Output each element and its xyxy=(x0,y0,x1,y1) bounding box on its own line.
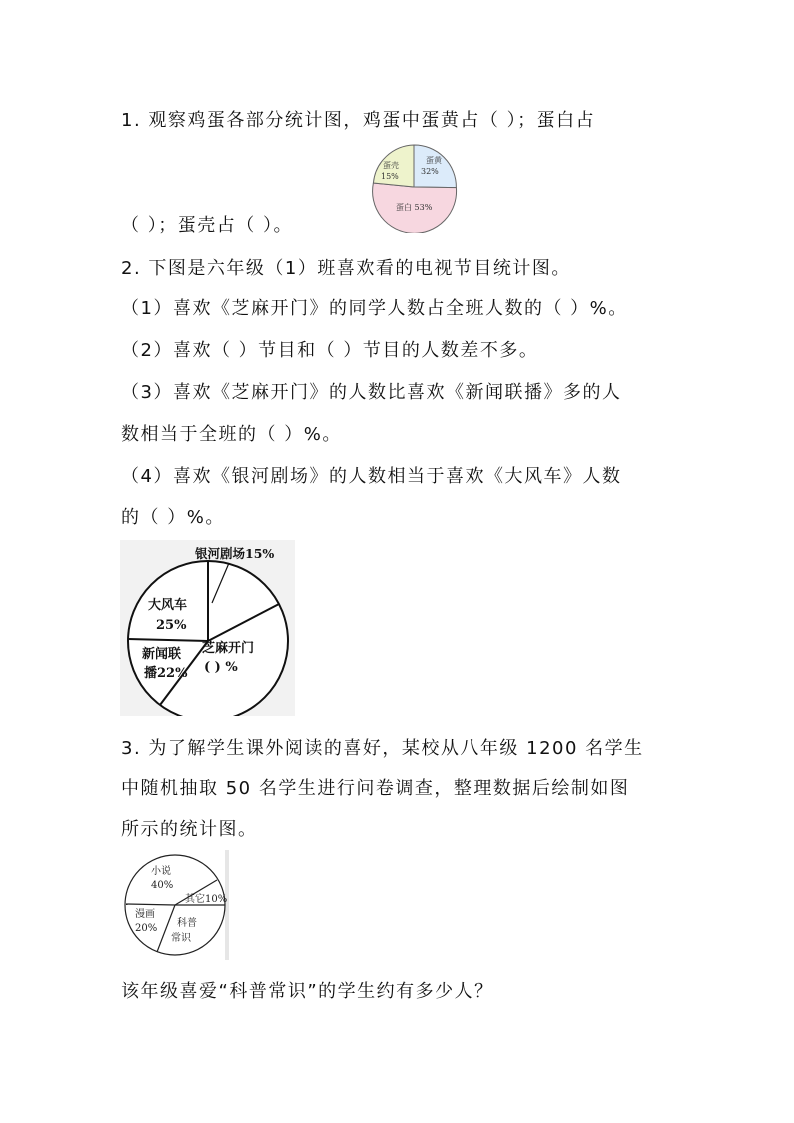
xinwen-label: 新闻联 xyxy=(142,647,182,662)
other-label: 其它10% xyxy=(185,894,228,905)
yinhe-label: 银河剧场15% xyxy=(195,546,275,561)
dafeng-label: 大风车 xyxy=(148,598,188,613)
novel-pct: 40% xyxy=(151,880,174,891)
comic-label: 漫画 xyxy=(135,909,155,920)
dafeng-pct: 25% xyxy=(156,618,187,633)
q3-question: 该年级喜爱“科普常识”的学生约有多少人？ xyxy=(121,981,494,1002)
zhima-label: 芝麻开门 xyxy=(202,641,255,656)
q3-line1: 3. 为了解学生课外阅读的喜好，某校从八年级 1200 名学生 xyxy=(121,738,644,759)
q2-sub2: （2）喜欢（ ）节目和（ ）节目的人数差不多。 xyxy=(121,340,539,361)
zhima-pct: ( ) % xyxy=(204,660,238,675)
shell-label: 蛋壳 xyxy=(383,161,399,170)
q3-line3: 所示的统计图。 xyxy=(121,819,258,840)
egg-pie-chart xyxy=(368,143,460,233)
yolk-label: 蛋黄 xyxy=(426,156,442,165)
sci-label-2: 常识 xyxy=(171,933,191,944)
shell-pct: 15% xyxy=(381,172,399,181)
xinwen-pct: 播22% xyxy=(144,666,188,681)
q2-sub1: （1）喜欢《芝麻开门》的同学人数占全班人数的（ ）%。 xyxy=(121,298,628,319)
yolk-pct: 32% xyxy=(421,167,439,176)
q2-sub3-a: （3）喜欢《芝麻开门》的人数比喜欢《新闻联播》多的人 xyxy=(121,382,622,403)
novel-label: 小说 xyxy=(151,866,171,877)
q2-sub3-b: 数相当于全班的（ ）%。 xyxy=(121,424,342,445)
sci-label-1: 科普 xyxy=(177,918,197,929)
white-label: 蛋白 53% xyxy=(396,203,433,212)
comic-pct: 20% xyxy=(135,923,158,934)
q2-intro: 2. 下图是六年级（1）班喜欢看的电视节目统计图。 xyxy=(121,258,571,279)
reading-pie-chart xyxy=(121,850,229,960)
q1-line1: 1. 观察鸡蛋各部分统计图，鸡蛋中蛋黄占（ ）；蛋白占 xyxy=(121,110,596,131)
q1-line2: （ ）；蛋壳占（ ）。 xyxy=(121,215,293,236)
q2-sub4-b: 的（ ）%。 xyxy=(121,507,225,528)
q3-line2: 中随机抽取 50 名学生进行问卷调查，整理数据后绘制如图 xyxy=(121,778,630,799)
tv-program-pie-chart xyxy=(120,540,295,716)
q2-sub4-a: （4）喜欢《银河剧场》的人数相当于喜欢《大风车》人数 xyxy=(121,466,622,487)
